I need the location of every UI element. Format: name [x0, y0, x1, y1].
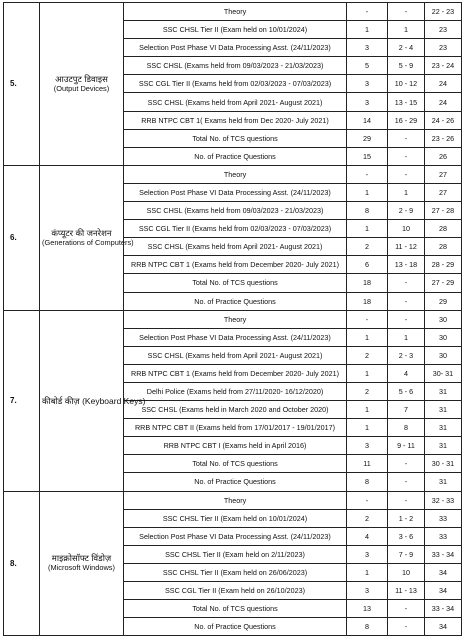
question-count-cell: 8 [347, 202, 388, 220]
question-count-cell: 18 [347, 274, 388, 292]
topic-cell: Total No. of TCS questions [124, 129, 347, 147]
topic-cell: RRB NTPC CBT 1( Exams held from Dec 2020- July 2021) [124, 111, 347, 129]
topic-cell: SSC CHSL (Exams held from April 2021- August 2021) [124, 93, 347, 111]
topic-cell: SSC CHSL (Exams held from April 2021- August 2021) [124, 238, 347, 256]
question-range-cell: - [388, 310, 425, 328]
question-count-cell: 3 [347, 75, 388, 93]
topic-cell: Selection Post Phase VI Data Processing Asst. (24/11/2023) [124, 328, 347, 346]
topic-cell: RRB NTPC CBT II (Exams held from 17/01/2017 - 19/01/2017) [124, 419, 347, 437]
topic-cell: RRB NTPC CBT 1 (Exams held from December 2020- July 2021) [124, 256, 347, 274]
topic-cell: No. of Practice Questions [124, 473, 347, 491]
topic-cell: Selection Post Phase VI Data Processing Asst. (24/11/2023) [124, 527, 347, 545]
chapter-number: 6. [4, 165, 40, 310]
topic-cell: SSC CHSL Tier II (Exam held on 26/06/2023) [124, 563, 347, 581]
question-range-cell: 1 [388, 21, 425, 39]
topic-cell: SSC CGL Tier II (Exam held on 26/10/2023) [124, 582, 347, 600]
chapter-title-hindi: आउटपुट डिवाइस [55, 73, 108, 84]
chapter-title-english: (Microsoft Windows) [48, 563, 115, 573]
question-count-cell: 4 [347, 527, 388, 545]
topic-cell: SSC CGL Tier II (Exams held from 02/03/2023 - 07/03/2023) [124, 75, 347, 93]
question-range-cell: 8 [388, 419, 425, 437]
question-count-cell: 3 [347, 39, 388, 57]
question-count-cell: 18 [347, 292, 388, 310]
chapter-title-hindi: कीबोर्ड कीज़ (Keyboard Keys) [42, 395, 146, 406]
question-range-cell: - [388, 129, 425, 147]
topic-cell: Total No. of TCS questions [124, 600, 347, 618]
page-number-cell: 34 [425, 563, 462, 581]
topic-cell: SSC CHSL Tier II (Exam held on 10/01/2024) [124, 21, 347, 39]
question-range-cell: 13 - 18 [388, 256, 425, 274]
question-count-cell: - [347, 165, 388, 183]
question-count-cell: 14 [347, 111, 388, 129]
page-number-cell: 28 - 29 [425, 256, 462, 274]
chapter-title-hindi: माइक्रोसॉफ्ट विंडोज़ [51, 553, 112, 564]
page-number-cell: 23 - 24 [425, 57, 462, 75]
topic-cell: SSC CHSL Tier II (Exam held on 2/11/2023) [124, 545, 347, 563]
question-range-cell: - [388, 147, 425, 165]
page-number-cell: 28 [425, 220, 462, 238]
question-count-cell: 3 [347, 582, 388, 600]
question-range-cell: - [388, 618, 425, 636]
table-row [4, 491, 462, 509]
page-number-cell: 24 [425, 75, 462, 93]
topic-cell: Theory [124, 165, 347, 183]
question-range-cell: - [388, 600, 425, 618]
page-number-cell: 31 [425, 437, 462, 455]
topic-cell: Total No. of TCS questions [124, 455, 347, 473]
page-number-cell: 23 [425, 21, 462, 39]
question-count-cell: - [347, 491, 388, 509]
page-number-cell: 23 [425, 39, 462, 57]
table-row [4, 310, 462, 328]
question-range-cell: 13 - 15 [388, 93, 425, 111]
question-count-cell: 3 [347, 545, 388, 563]
topic-cell: SSC CGL Tier II (Exams held from 02/03/2023 - 07/03/2023) [124, 220, 347, 238]
question-count-cell: 1 [347, 183, 388, 201]
question-range-cell: 5 - 6 [388, 382, 425, 400]
topic-cell: Total No. of TCS questions [124, 274, 347, 292]
question-count-cell: 2 [347, 382, 388, 400]
topic-cell: RRB NTPC CBT 1 (Exams held from December 2020- July 2021) [124, 364, 347, 382]
question-range-cell: 10 [388, 220, 425, 238]
question-range-cell: 2 - 9 [388, 202, 425, 220]
page-number-cell: 31 [425, 419, 462, 437]
topic-cell: SSC CHSL (Exams held in March 2020 and October 2020) [124, 401, 347, 419]
topic-cell: RRB NTPC CBT I (Exams held in April 2016) [124, 437, 347, 455]
page-number-cell: 30 - 31 [425, 455, 462, 473]
page-number-cell: 26 [425, 147, 462, 165]
question-count-cell: 15 [347, 147, 388, 165]
chapter-number: 5. [4, 3, 40, 166]
chapter-index-table [3, 2, 462, 636]
question-count-cell: 3 [347, 437, 388, 455]
topic-cell: Theory [124, 491, 347, 509]
question-range-cell: 3 - 6 [388, 527, 425, 545]
question-count-cell: 1 [347, 364, 388, 382]
question-range-cell: 10 [388, 563, 425, 581]
question-count-cell: 29 [347, 129, 388, 147]
question-range-cell: 11 - 13 [388, 582, 425, 600]
page-number-cell: 24 - 26 [425, 111, 462, 129]
question-range-cell: 2 - 3 [388, 346, 425, 364]
question-range-cell: 1 [388, 183, 425, 201]
question-count-cell: - [347, 310, 388, 328]
question-range-cell: 2 - 4 [388, 39, 425, 57]
page-number-cell: 29 [425, 292, 462, 310]
chapter-title-hindi: कंप्यूटर की जनरेशन [51, 227, 112, 238]
topic-cell: SSC CHSL Tier II (Exam held on 10/01/2024) [124, 509, 347, 527]
question-count-cell: 8 [347, 618, 388, 636]
chapter-title-english: (Output Devices) [53, 83, 110, 93]
page-number-cell: 33 [425, 527, 462, 545]
question-range-cell: - [388, 3, 425, 21]
page-number-cell: 30 [425, 310, 462, 328]
page-number-cell: 28 [425, 238, 462, 256]
table-body [4, 3, 462, 636]
topic-cell: No. of Practice Questions [124, 147, 347, 165]
page-number-cell: 30- 31 [425, 364, 462, 382]
page-number-cell: 22 - 23 [425, 3, 462, 21]
question-range-cell: 1 - 2 [388, 509, 425, 527]
question-range-cell: - [388, 455, 425, 473]
page-number-cell: 27 - 29 [425, 274, 462, 292]
page-number-cell: 31 [425, 401, 462, 419]
question-count-cell: 13 [347, 600, 388, 618]
chapter-title [40, 3, 124, 166]
question-count-cell: 3 [347, 93, 388, 111]
question-count-cell: 8 [347, 473, 388, 491]
question-range-cell: - [388, 473, 425, 491]
question-range-cell: 9 - 11 [388, 437, 425, 455]
question-count-cell: 1 [347, 328, 388, 346]
question-count-cell: 1 [347, 220, 388, 238]
page-number-cell: 27 - 28 [425, 202, 462, 220]
page-number-cell: 27 [425, 165, 462, 183]
question-count-cell: 2 [347, 238, 388, 256]
question-range-cell: 10 - 12 [388, 75, 425, 93]
topic-cell: Theory [124, 310, 347, 328]
chapter-title [40, 491, 124, 636]
table-row [4, 3, 462, 21]
question-range-cell: 7 - 9 [388, 545, 425, 563]
question-range-cell: 4 [388, 364, 425, 382]
question-count-cell: 1 [347, 419, 388, 437]
index-table-container [3, 2, 461, 636]
question-range-cell: 1 [388, 328, 425, 346]
question-count-cell: - [347, 3, 388, 21]
page-number-cell: 30 [425, 346, 462, 364]
question-range-cell: 16 - 29 [388, 111, 425, 129]
question-count-cell: 5 [347, 57, 388, 75]
page-number-cell: 33 [425, 509, 462, 527]
page-number-cell: 24 [425, 93, 462, 111]
question-range-cell: - [388, 165, 425, 183]
page-number-cell: 34 [425, 618, 462, 636]
question-count-cell: 11 [347, 455, 388, 473]
question-count-cell: 1 [347, 21, 388, 39]
table-row [4, 165, 462, 183]
question-count-cell: 6 [347, 256, 388, 274]
page-number-cell: 33 - 34 [425, 600, 462, 618]
question-range-cell: - [388, 491, 425, 509]
page-number-cell: 30 [425, 328, 462, 346]
chapter-number: 8. [4, 491, 40, 636]
question-range-cell: - [388, 274, 425, 292]
question-range-cell: 11 - 12 [388, 238, 425, 256]
chapter-title-english: (Generations of Computers) [42, 237, 134, 247]
page-number-cell: 32 - 33 [425, 491, 462, 509]
topic-cell: No. of Practice Questions [124, 292, 347, 310]
topic-cell: SSC CHSL (Exams held from April 2021- August 2021) [124, 346, 347, 364]
chapter-number: 7. [4, 310, 40, 491]
question-count-cell: 1 [347, 401, 388, 419]
question-range-cell: - [388, 292, 425, 310]
topic-cell: Delhi Police (Exams held from 27/11/2020- 16/12/2020) [124, 382, 347, 400]
topic-cell: SSC CHSL (Exams held from 09/03/2023 - 21/03/2023) [124, 57, 347, 75]
page-number-cell: 31 [425, 473, 462, 491]
question-count-cell: 1 [347, 563, 388, 581]
question-range-cell: 5 - 9 [388, 57, 425, 75]
page-number-cell: 33 - 34 [425, 545, 462, 563]
topic-cell: Selection Post Phase VI Data Processing Asst. (24/11/2023) [124, 39, 347, 57]
chapter-title [40, 165, 134, 310]
page-number-cell: 31 [425, 382, 462, 400]
chapter-title [40, 310, 146, 491]
topic-cell: SSC CHSL (Exams held from 09/03/2023 - 21/03/2023) [124, 202, 347, 220]
page-number-cell: 34 [425, 582, 462, 600]
page-number-cell: 27 [425, 183, 462, 201]
topic-cell: No. of Practice Questions [124, 618, 347, 636]
topic-cell: Selection Post Phase VI Data Processing Asst. (24/11/2023) [124, 183, 347, 201]
question-count-cell: 2 [347, 509, 388, 527]
page-number-cell: 23 - 26 [425, 129, 462, 147]
topic-cell: Theory [124, 3, 347, 21]
question-count-cell: 2 [347, 346, 388, 364]
question-range-cell: 7 [388, 401, 425, 419]
